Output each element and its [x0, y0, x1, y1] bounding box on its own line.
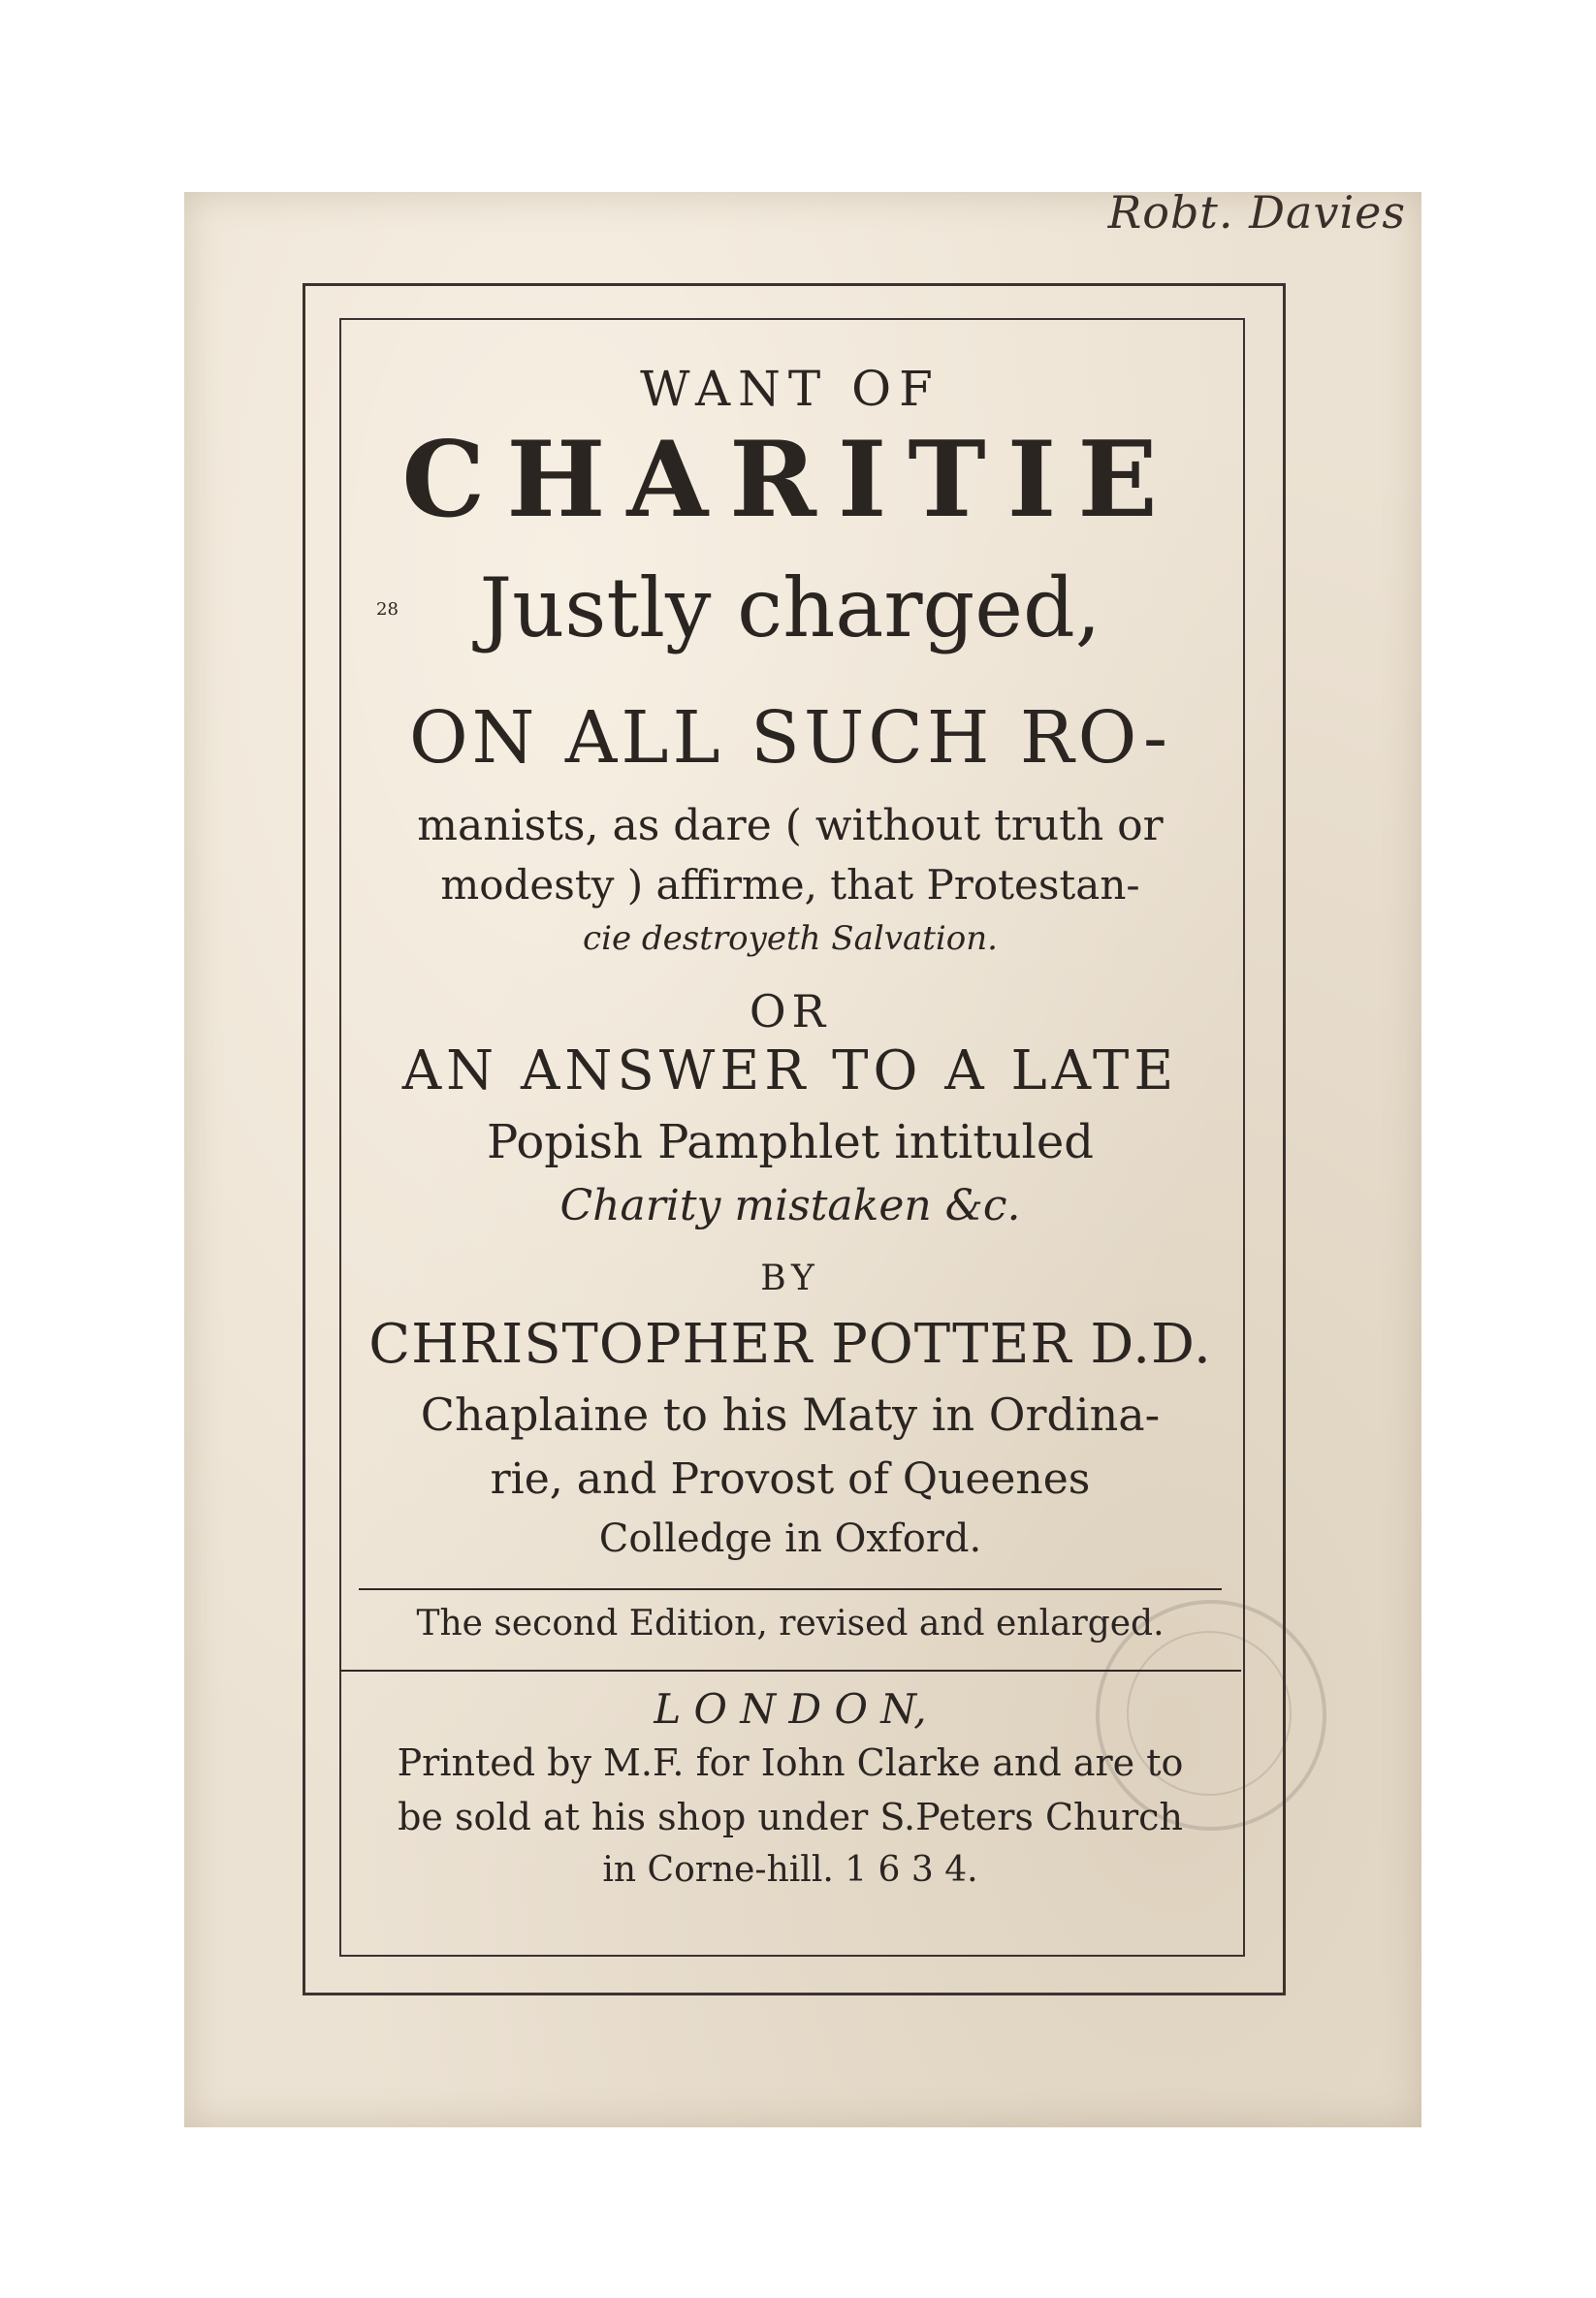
owner-signature: Robt. Davies	[1107, 186, 1406, 239]
answer-line-1: AN ANSWER TO A LATE	[401, 1039, 1179, 1102]
title-line-on-all-such: ON ALL SUCH RO-	[408, 696, 1172, 780]
imprint-line-1: Printed by M.F. for Iohn Clarke and are to	[397, 1741, 1184, 1784]
title-line-salvation: cie destroyeth Salvation.	[583, 919, 998, 958]
rule-below-edition	[339, 1670, 1241, 1672]
by-label: BY	[760, 1259, 820, 1298]
title-line-want-of: WANT OF	[640, 361, 941, 417]
answer-line-3: Charity mistaken &c.	[559, 1181, 1021, 1230]
title-line-manists: manists, as dare ( without truth or	[417, 801, 1164, 850]
author-line-1: Chaplaine to his Maty in Ordina-	[420, 1388, 1161, 1441]
or-divider: OR	[749, 985, 832, 1037]
author-line-3: Colledge in Oxford.	[598, 1516, 982, 1561]
title-line-modesty: modesty ) affirme, that Protestan-	[440, 861, 1140, 909]
edition-statement: The second Edition, revised and enlarged.	[416, 1604, 1165, 1644]
imprint-line-2: be sold at his shop under S.Peters Church	[398, 1796, 1183, 1838]
title-line-justly-charged: Justly charged,	[479, 560, 1101, 655]
author-name: CHRISTOPHER POTTER D.D.	[368, 1313, 1212, 1376]
page-number: 28	[376, 599, 399, 620]
rule-above-edition	[359, 1588, 1222, 1590]
imprint-line-3: in Corne-hill. 1 6 3 4.	[602, 1850, 978, 1890]
title-line-charitie: CHARITIE	[401, 419, 1179, 541]
answer-line-2: Popish Pamphlet intituled	[487, 1115, 1094, 1169]
author-line-2: rie, and Provost of Queenes	[490, 1454, 1091, 1504]
imprint-city: L O N D O N,	[654, 1685, 927, 1733]
